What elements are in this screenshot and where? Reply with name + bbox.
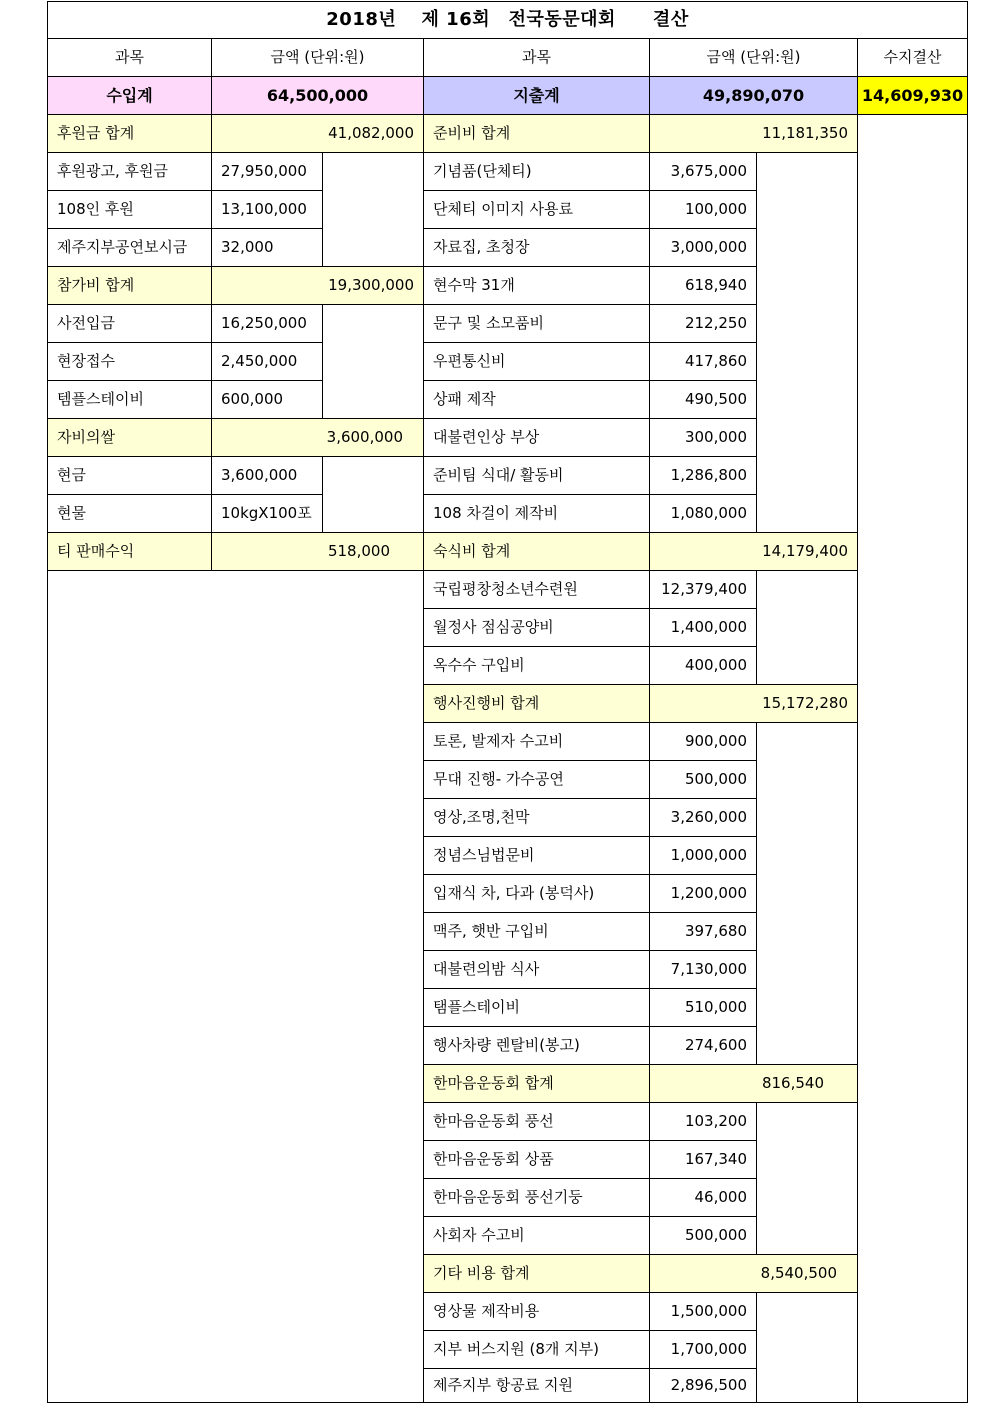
expense-item-label: 단체티 이미지 사용료 [423, 190, 650, 229]
expense-item-value: 500,000 [649, 1216, 757, 1255]
expense-item-value: 1,080,000 [649, 494, 757, 533]
expense-item-label: 무대 진행- 가수공연 [423, 760, 650, 799]
expense-item-value: 167,340 [649, 1140, 757, 1179]
expense-group-total: 11,181,350 [649, 114, 858, 153]
income-item-value: 600,000 [211, 380, 323, 419]
expense-item-value: 618,940 [649, 266, 757, 305]
expense-item-value: 490,500 [649, 380, 757, 419]
expense-subtotal-blank [756, 722, 858, 1065]
expense-item-value: 400,000 [649, 646, 757, 685]
expense-group-total: 8,540,500 [649, 1254, 858, 1293]
income-group-total: 41,082,000 [211, 114, 424, 153]
balance-column-blank [857, 114, 968, 1403]
expense-item-value: 1,286,800 [649, 456, 757, 495]
income-group-total: 518,000 [211, 532, 424, 571]
expense-item-label: 영상,조명,천막 [423, 798, 650, 837]
expense-item-label: 입재식 차, 다과 (봉덕사) [423, 874, 650, 913]
expense-item-label: 대불련인상 부상 [423, 418, 650, 457]
income-subtotal-blank [322, 304, 424, 419]
header-balance: 수지결산 [857, 38, 968, 77]
expense-item-label: 한마음운동회 상품 [423, 1140, 650, 1179]
income-item-value: 27,950,000 [211, 152, 323, 191]
expense-item-label: 대불련의밤 식사 [423, 950, 650, 989]
expense-item-value: 300,000 [649, 418, 757, 457]
income-item-label: 제주지부공연보시금 [47, 228, 212, 267]
expense-item-value: 3,260,000 [649, 798, 757, 837]
expense-item-value: 417,860 [649, 342, 757, 381]
income-item-label: 사전입금 [47, 304, 212, 343]
expense-item-label: 행사차량 렌탈비(봉고) [423, 1026, 650, 1065]
expense-item-label: 사회자 수고비 [423, 1216, 650, 1255]
expense-item-value: 397,680 [649, 912, 757, 951]
income-total-value: 64,500,000 [211, 76, 424, 115]
expense-item-value: 1,000,000 [649, 836, 757, 875]
income-group-label: 후원금 합계 [47, 114, 212, 153]
expense-group-total: 14,179,400 [649, 532, 858, 571]
expense-item-value: 7,130,000 [649, 950, 757, 989]
expense-item-value: 1,700,000 [649, 1330, 757, 1369]
expense-group-label: 숙식비 합계 [423, 532, 650, 571]
expense-group-total: 15,172,280 [649, 684, 858, 723]
expense-item-label: 한마음운동회 풍선 [423, 1102, 650, 1141]
expense-item-value: 1,500,000 [649, 1292, 757, 1331]
expense-item-value: 212,250 [649, 304, 757, 343]
expense-item-label: 기념품(단체티) [423, 152, 650, 191]
expense-item-label: 한마음운동회 풍선기둥 [423, 1178, 650, 1217]
expense-item-value: 3,675,000 [649, 152, 757, 191]
expense-item-value: 100,000 [649, 190, 757, 229]
income-item-label: 후원광고, 후원금 [47, 152, 212, 191]
income-subtotal-blank [322, 152, 424, 267]
income-total-label: 수입계 [47, 76, 212, 115]
income-group-label: 자비의쌀 [47, 418, 212, 457]
income-item-value: 16,250,000 [211, 304, 323, 343]
expense-item-label: 토론, 발제자 수고비 [423, 722, 650, 761]
expense-item-value: 3,000,000 [649, 228, 757, 267]
expense-group-total: 816,540 [649, 1064, 858, 1103]
income-item-label: 108인 후원 [47, 190, 212, 229]
expense-item-label: 옥수수 구입비 [423, 646, 650, 685]
expense-item-label: 현수막 31개 [423, 266, 650, 305]
expense-subtotal-blank [756, 1102, 858, 1255]
expense-group-label: 기타 비용 합계 [423, 1254, 650, 1293]
expense-item-label: 상패 제작 [423, 380, 650, 419]
expense-item-label: 108 차걸이 제작비 [423, 494, 650, 533]
header-item-left: 과목 [47, 38, 212, 77]
income-group-total: 3,600,000 [211, 418, 424, 457]
income-item-value: 3,600,000 [211, 456, 323, 495]
income-group-total: 19,300,000 [211, 266, 424, 305]
expense-item-label: 탬플스테이비 [423, 988, 650, 1027]
expense-item-label: 우편통신비 [423, 342, 650, 381]
expense-item-value: 103,200 [649, 1102, 757, 1141]
income-item-label: 현장접수 [47, 342, 212, 381]
income-group-label: 참가비 합계 [47, 266, 212, 305]
expense-item-label: 정념스님법문비 [423, 836, 650, 875]
expense-group-label: 행사진행비 합계 [423, 684, 650, 723]
expense-item-label: 지부 버스지원 (8개 지부) [423, 1330, 650, 1369]
expense-group-label: 준비비 합계 [423, 114, 650, 153]
expense-item-value: 46,000 [649, 1178, 757, 1217]
expense-item-label: 준비팀 식대/ 활동비 [423, 456, 650, 495]
expense-total-value: 49,890,070 [649, 76, 858, 115]
expense-item-label: 맥주, 햇반 구입비 [423, 912, 650, 951]
header-item-right: 과목 [423, 38, 650, 77]
income-item-label: 템플스테이비 [47, 380, 212, 419]
income-blank-area [47, 570, 424, 1403]
expense-item-value: 500,000 [649, 760, 757, 799]
balance-value: 14,609,930 [857, 76, 968, 115]
income-item-value: 13,100,000 [211, 190, 323, 229]
document-title: 2018년 제 16회 전국동문대회 결산 [47, 1, 968, 39]
income-item-value: 2,450,000 [211, 342, 323, 381]
expense-item-label: 자료집, 초청장 [423, 228, 650, 267]
expense-subtotal-blank [756, 1292, 858, 1403]
expense-item-value: 1,200,000 [649, 874, 757, 913]
income-item-label: 현물 [47, 494, 212, 533]
expense-item-value: 1,400,000 [649, 608, 757, 647]
expense-item-value: 12,379,400 [649, 570, 757, 609]
expense-group-label: 한마음운동회 합계 [423, 1064, 650, 1103]
expense-item-value: 274,600 [649, 1026, 757, 1065]
income-group-label: 티 판매수익 [47, 532, 212, 571]
expense-item-value: 510,000 [649, 988, 757, 1027]
income-item-label: 현금 [47, 456, 212, 495]
expense-total-label: 지출계 [423, 76, 650, 115]
expense-item-label: 월정사 점심공양비 [423, 608, 650, 647]
expense-item-label: 국립평창청소년수련원 [423, 570, 650, 609]
header-amount-right: 금액 (단위:원) [649, 38, 858, 77]
expense-item-value: 2,896,500 [649, 1368, 757, 1403]
income-subtotal-blank [322, 456, 424, 533]
income-item-value: 10kgX100포 [211, 494, 323, 533]
header-amount-left: 금액 (단위:원) [211, 38, 424, 77]
expense-subtotal-blank [756, 152, 858, 533]
expense-item-label: 문구 및 소모품비 [423, 304, 650, 343]
expense-item-label: 제주지부 항공료 지원 [423, 1368, 650, 1403]
income-item-value: 32,000 [211, 228, 323, 267]
expense-subtotal-blank [756, 570, 858, 685]
expense-item-value: 900,000 [649, 722, 757, 761]
expense-item-label: 영상물 제작비용 [423, 1292, 650, 1331]
